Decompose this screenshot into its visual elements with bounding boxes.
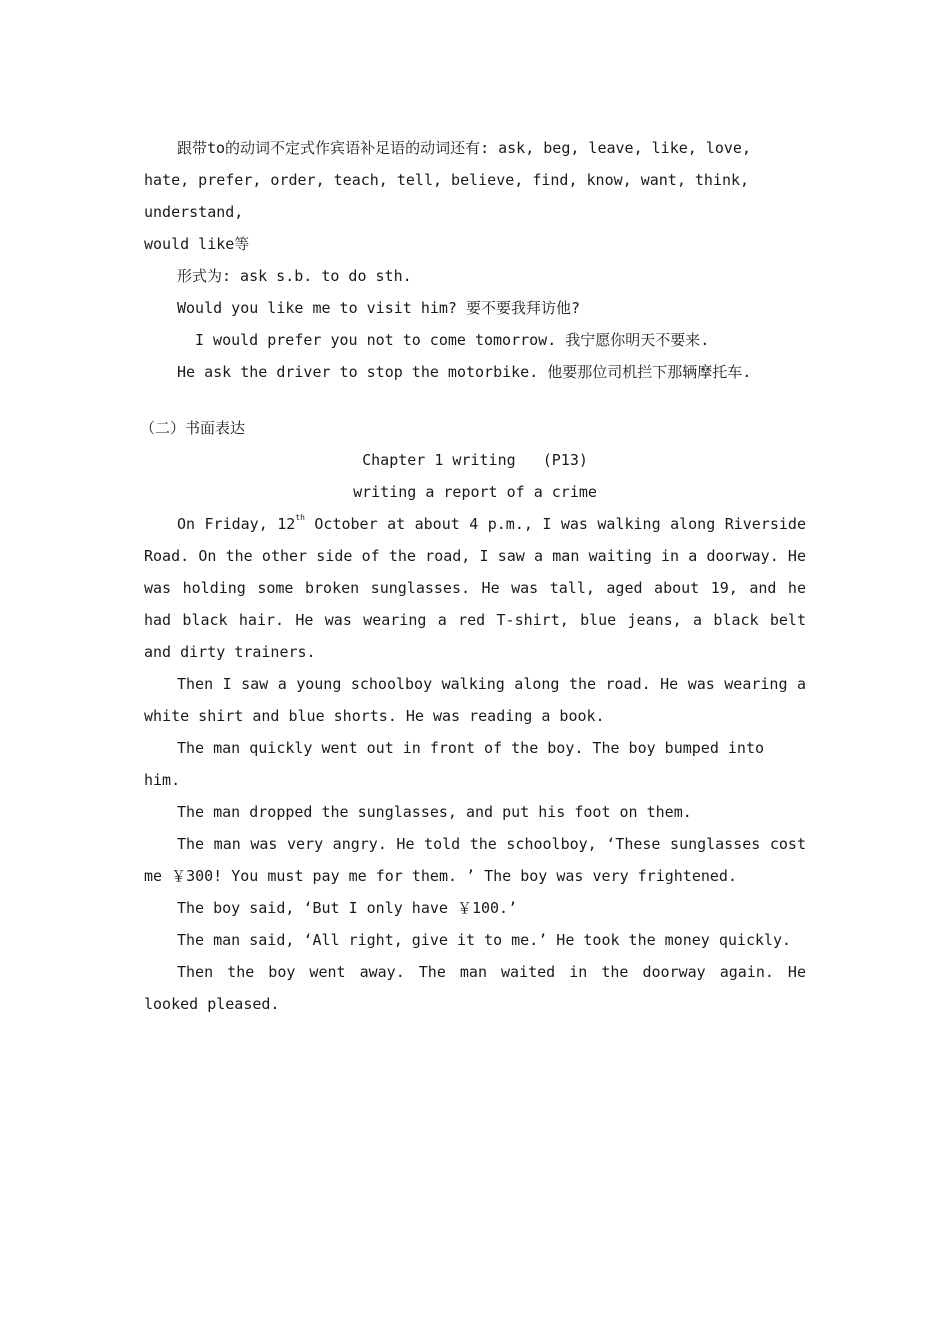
story-paragraph-4: The man dropped the sunglasses, and put his foot on them.: [177, 803, 692, 821]
document-body: [140, 132, 806, 1020]
story-paragraph-3: The man quickly went out in front of the boy. The boy bumped into him.: [144, 739, 764, 789]
grammar-intro-line-3: would like等: [144, 235, 250, 253]
story-paragraph-5: The man was very angry. He told the schoolboy, ‘These sunglasses cost me ￥300! You must pay me for them. ’ The boy was very frightened.: [144, 835, 806, 885]
writing-subtitle: writing a report of a crime: [353, 483, 597, 501]
story-paragraph-2: Then I saw a young schoolboy walking along the road. He was wearing a white shirt and blue shorts. He was reading a book.: [144, 675, 806, 725]
story-paragraph-8: Then the boy went away. The man waited in the doorway again. He looked pleased.: [144, 963, 806, 1013]
grammar-example-2: I would prefer you not to come tomorrow. 我宁愿你明天不要来.: [195, 331, 710, 349]
story-paragraph-1: [144, 508, 806, 668]
grammar-intro-line-1: 跟带to的动词不定式作宾语补足语的动词还有: ask, beg, leave, like, love,: [177, 139, 751, 157]
ordinal-suffix: th: [295, 513, 305, 522]
story-paragraph-6: The boy said, ‘But I only have ￥100.’: [177, 899, 518, 917]
grammar-example-1: Would you like me to visit him? 要不要我拜访他?: [177, 299, 581, 317]
section-heading: （二）书面表达: [140, 419, 246, 437]
grammar-pattern: 形式为: ask s.b. to do sth.: [177, 267, 412, 285]
grammar-intro-line-2: hate, prefer, order, teach, tell, believe, find, know, want, think, understand,: [144, 171, 750, 221]
grammar-example-3: He ask the driver to stop the motorbike. 他要那位司机拦下那辆摩托车.: [177, 363, 752, 381]
writing-title: Chapter 1 writing (P13): [362, 451, 588, 469]
story-p1-start: On Friday, 12: [177, 515, 296, 533]
story-p1-rest: October at about 4 p.m., I was walking along Riverside Road. On the other side of the road, I saw a man waiting in a doorway. He was holding some broken sunglasses. He was tall, aged about 19, and he had black hair. He was wearing a red T-shirt, blue jeans, a black belt and dirty trainers.: [144, 515, 806, 661]
story-paragraph-7: The man said, ‘All right, give it to me.’ He took the money quickly.: [177, 931, 792, 949]
